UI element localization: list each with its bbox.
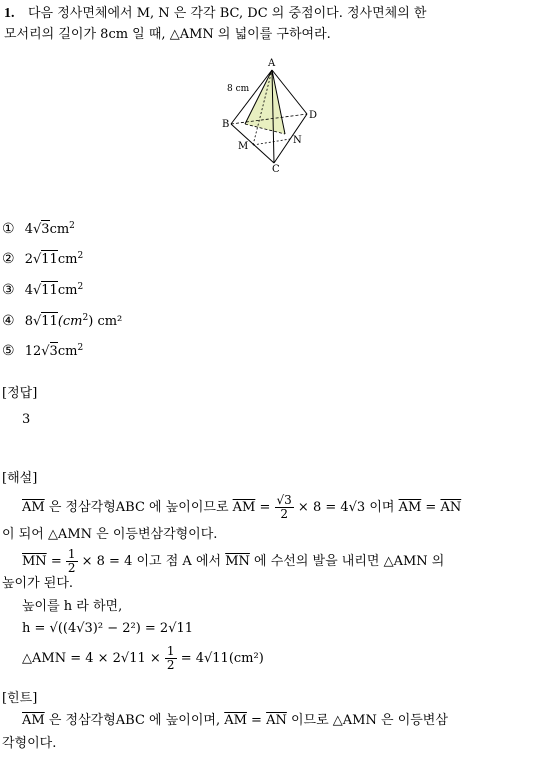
segment-am: $\overline{AM}$: [232, 499, 256, 515]
choice-3[interactable]: ③ $4√11cm^2$: [2, 282, 84, 298]
explanation-line5: 높이를 h 라 하면,: [22, 599, 123, 614]
choice-coef: 4: [24, 222, 33, 237]
label-m: M: [238, 141, 249, 152]
choice-unit: cm: [57, 344, 78, 359]
fraction: [66, 548, 78, 574]
text: =: [421, 499, 441, 515]
label-b: B: [222, 119, 230, 130]
choice-coef: 12: [24, 344, 42, 359]
segment-an: $\overline{AN}$: [440, 499, 462, 515]
edge-length-label: 8 cm: [227, 84, 250, 94]
choice-exp: 2: [77, 251, 84, 261]
text: =: [46, 553, 66, 569]
text: 은 정삼각형ABC 에 높이이며,: [44, 713, 225, 728]
segment-am: $\overline{AM}$: [22, 713, 45, 728]
label-d: D: [309, 110, 318, 121]
choice-1[interactable]: ① $4√3cm^2$: [2, 221, 75, 237]
label-n: N: [293, 135, 302, 146]
choice-exp: 2: [77, 343, 84, 353]
choice-4[interactable]: ④ $8√11(cm^2)$ cm²: [2, 313, 123, 329]
explanation-line3: [22, 546, 444, 576]
choice-unit: (cm: [57, 314, 83, 329]
choice-extra: ) cm²: [88, 314, 123, 329]
choice-2[interactable]: ② $2√11cm^2$: [2, 251, 84, 267]
segment-am: $\overline{AM}$: [398, 499, 422, 515]
question-text-line2: 모서리의 길이가 8cm 일 때, △AMN 의 넓이를 구하여라.: [4, 27, 331, 42]
explanation-line6: h = √((4√3)² − 2²) = 2√11: [22, 621, 194, 636]
text: 은 정삼각형ABC 에 높이이므로: [44, 499, 233, 515]
choice-radicand: 3: [41, 222, 50, 237]
fraction: [275, 494, 294, 520]
frac-num: 1: [166, 643, 175, 658]
segment-an: $\overline{AN}$: [266, 713, 287, 728]
text: =: [255, 499, 275, 515]
segment-mn: $\overline{MN}$: [22, 553, 47, 569]
answer-label: [정답]: [2, 386, 38, 401]
question-text-line1: 다음 정사면체에서 M, N 은 각각 BC, DC 의 중점이다. 정사면체의 한: [28, 6, 427, 21]
choice-unit: cm: [57, 252, 78, 267]
choice-mark: ④: [2, 313, 15, 329]
segment-am: $\overline{AM}$: [22, 499, 45, 515]
text: 이므로 △AMN 은 이등변삼: [286, 713, 448, 728]
choice-coef: 8: [24, 314, 33, 329]
frac-den: 2: [67, 560, 76, 575]
frac-den: 2: [166, 657, 175, 672]
tetrahedron-figure: [217, 60, 317, 179]
choice-exp: 2: [69, 221, 75, 231]
fraction: [165, 645, 177, 671]
choice-coef: 2: [24, 252, 33, 267]
hint-line1: [22, 714, 448, 727]
question-number: 1.: [4, 6, 15, 21]
frac-den: 2: [280, 506, 288, 521]
hint-line2: 각형이다.: [2, 736, 57, 751]
choice-mark: ⑤: [2, 343, 15, 359]
choice-5[interactable]: ⑤ $12√3cm^2$: [2, 343, 84, 359]
choice-radicand: 3: [49, 344, 58, 359]
answer-value: 3: [22, 412, 31, 427]
explanation-line4: 높이가 된다.: [2, 576, 74, 591]
text: 에 수선의 발을 내리면 △AMN 의: [249, 553, 445, 569]
explanation-line1: [22, 492, 461, 522]
explanation-line2: 이 되어 △AMN 은 이등변삼각형이다.: [2, 527, 218, 542]
text: △AMN = 4 × 2√11 ×: [22, 650, 165, 666]
choice-radicand: 11: [41, 283, 58, 298]
segment-am: $\overline{AM}$: [224, 713, 247, 728]
choice-radicand: 11: [41, 314, 58, 329]
choice-coef: 4: [24, 283, 33, 298]
explanation-line7: [22, 643, 264, 673]
choice-exp: 2: [77, 282, 84, 292]
choice-mark: ②: [2, 251, 15, 267]
label-a: A: [268, 58, 276, 69]
choice-mark: ③: [2, 282, 15, 298]
segment-mn: $\overline{MN}$: [225, 553, 250, 569]
frac-num: √3: [276, 492, 292, 507]
choice-mark: ①: [2, 221, 15, 237]
text: = 4√11(cm²): [176, 650, 264, 666]
explanation-label: [해설]: [2, 471, 38, 486]
choice-unit: cm: [49, 222, 70, 237]
choice-unit: cm: [57, 283, 78, 298]
text: × 8 = 4√3 이며: [293, 499, 399, 515]
hint-label: [힌트]: [2, 691, 38, 706]
text: × 8 = 4 이고 점 A 에서: [77, 553, 226, 569]
choice-radicand: 11: [41, 252, 58, 267]
label-c: C: [272, 164, 280, 175]
choice-exp: 2: [82, 313, 89, 323]
text: =: [246, 713, 267, 728]
frac-num: 1: [67, 546, 76, 561]
